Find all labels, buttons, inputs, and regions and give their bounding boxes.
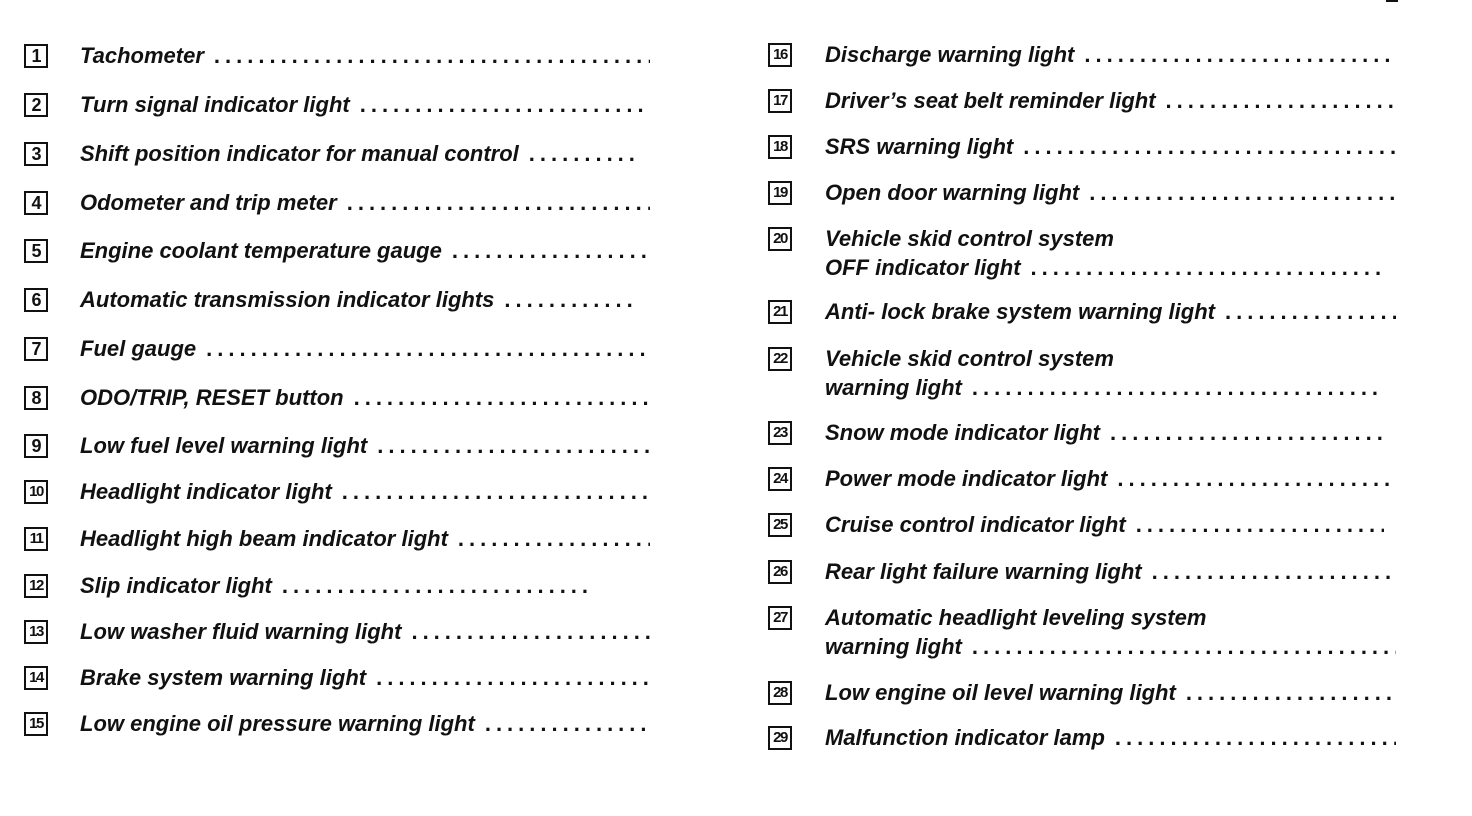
leader-dots (1186, 679, 1396, 707)
item-line (825, 298, 1396, 326)
item-number: 23 (768, 421, 792, 445)
item-line (80, 286, 636, 314)
item-label: Malfunction indicator lamp (825, 725, 1105, 750)
item-line (80, 525, 650, 553)
item-label: Slip indicator light (80, 573, 272, 598)
leader-dots (1023, 133, 1396, 161)
item-line (825, 419, 1384, 447)
item-number: 16 (768, 43, 792, 67)
item-line (825, 225, 1384, 253)
item-label: Automatic transmission indicator lights (80, 287, 495, 312)
item-line (80, 335, 650, 363)
leader-dots (972, 374, 1384, 402)
item-label: Open door warning light (825, 180, 1080, 205)
item-line (80, 572, 588, 600)
item-number: 8 (24, 386, 48, 410)
leader-dots (1117, 465, 1396, 493)
item-number: 26 (768, 560, 792, 584)
item-line (80, 478, 650, 506)
leader-dots (1110, 419, 1384, 447)
item-line (825, 679, 1396, 707)
leader-dots (411, 618, 650, 646)
leader-dots (347, 189, 650, 217)
item-number: 20 (768, 227, 792, 251)
leader-dots (376, 664, 650, 692)
item-label: Brake system warning light (80, 665, 367, 690)
leader-dots (377, 432, 650, 460)
leader-dots (529, 140, 636, 168)
item-label: Shift position indicator for manual control (80, 141, 519, 166)
item-line (80, 384, 650, 412)
item-number: 21 (768, 300, 792, 324)
item-line (825, 87, 1396, 115)
item-number: 19 (768, 181, 792, 205)
item-line (825, 604, 1396, 632)
item-number: 11 (24, 527, 48, 551)
leader-dots (1152, 558, 1396, 586)
item-number: 28 (768, 681, 792, 705)
item-label: Discharge warning light (825, 42, 1075, 67)
item-label: Turn signal indicator light (80, 92, 350, 117)
leader-dots (214, 42, 650, 70)
item-line (80, 664, 650, 692)
leader-dots (342, 478, 650, 506)
item-label: Rear light failure warning light (825, 559, 1142, 584)
item-line (825, 511, 1384, 539)
item-number: 17 (768, 89, 792, 113)
leader-dots (485, 710, 650, 738)
item-line (825, 345, 1384, 373)
item-label: Tachometer (80, 43, 204, 68)
leader-dots (1225, 298, 1396, 326)
item-label: Low engine oil pressure warning light (80, 711, 475, 736)
item-line (825, 179, 1396, 207)
leader-dots (1084, 41, 1396, 69)
item-number: 10 (24, 480, 48, 504)
leader-dots (1115, 724, 1396, 752)
item-number: 24 (768, 467, 792, 491)
item-line (80, 42, 650, 70)
item-label: Engine coolant temperature gauge (80, 238, 442, 263)
leader-dots (282, 572, 588, 600)
leader-dots (1089, 179, 1396, 207)
item-number: 12 (24, 574, 48, 598)
item-label: Vehicle skid control system (825, 346, 1114, 371)
item-label: Low engine oil level warning light (825, 680, 1176, 705)
leader-dots (1136, 511, 1384, 539)
item-label: warning light (825, 375, 962, 400)
corner-mark (1386, 0, 1398, 2)
item-line (80, 432, 650, 460)
item-number: 1 (24, 44, 48, 68)
item-number: 7 (24, 337, 48, 361)
item-label: SRS warning light (825, 134, 1014, 159)
item-line (80, 91, 650, 119)
item-line (825, 633, 1396, 661)
leader-dots (458, 525, 650, 553)
item-label: Low fuel level warning light (80, 433, 368, 458)
item-label: Anti- lock brake system warning light (825, 299, 1215, 324)
item-line (80, 237, 650, 265)
item-line (80, 189, 650, 217)
item-number: 6 (24, 288, 48, 312)
leader-dots (452, 237, 650, 265)
item-line (825, 724, 1396, 752)
leader-dots (1166, 87, 1396, 115)
item-line (80, 710, 650, 738)
item-number: 29 (768, 726, 792, 750)
item-line (825, 374, 1384, 402)
item-line (825, 41, 1396, 69)
item-label: Automatic headlight leveling system (825, 605, 1207, 630)
item-number: 22 (768, 347, 792, 371)
item-label: Headlight indicator light (80, 479, 332, 504)
leader-dots (360, 91, 650, 119)
item-label: Fuel gauge (80, 336, 197, 361)
item-label: Low washer fluid warning light (80, 619, 402, 644)
item-line (825, 133, 1396, 161)
leader-dots (504, 286, 636, 314)
item-number: 25 (768, 513, 792, 537)
item-line (80, 618, 650, 646)
item-label: Vehicle skid control system (825, 226, 1114, 251)
leader-dots (1031, 254, 1384, 282)
item-line (825, 558, 1396, 586)
item-label: Odometer and trip meter (80, 190, 337, 215)
item-number: 5 (24, 239, 48, 263)
item-number: 4 (24, 191, 48, 215)
item-number: 2 (24, 93, 48, 117)
item-number: 13 (24, 620, 48, 644)
item-number: 3 (24, 142, 48, 166)
item-label: warning light (825, 634, 962, 659)
item-number: 15 (24, 712, 48, 736)
item-line (825, 465, 1396, 493)
leader-dots (354, 384, 650, 412)
item-number: 14 (24, 666, 48, 690)
item-number: 27 (768, 606, 792, 630)
item-line (80, 140, 636, 168)
item-label: ODO/TRIP, RESET button (80, 385, 344, 410)
item-line (825, 254, 1384, 282)
item-label: Snow mode indicator light (825, 420, 1100, 445)
item-number: 18 (768, 135, 792, 159)
item-label: Power mode indicator light (825, 466, 1108, 491)
item-label: Headlight high beam indicator light (80, 526, 448, 551)
item-number: 9 (24, 434, 48, 458)
item-label: Cruise control indicator light (825, 512, 1126, 537)
leader-dots (206, 335, 650, 363)
item-label: Driver’s seat belt reminder light (825, 88, 1156, 113)
leader-dots (972, 633, 1396, 661)
item-label: OFF indicator light (825, 255, 1021, 280)
